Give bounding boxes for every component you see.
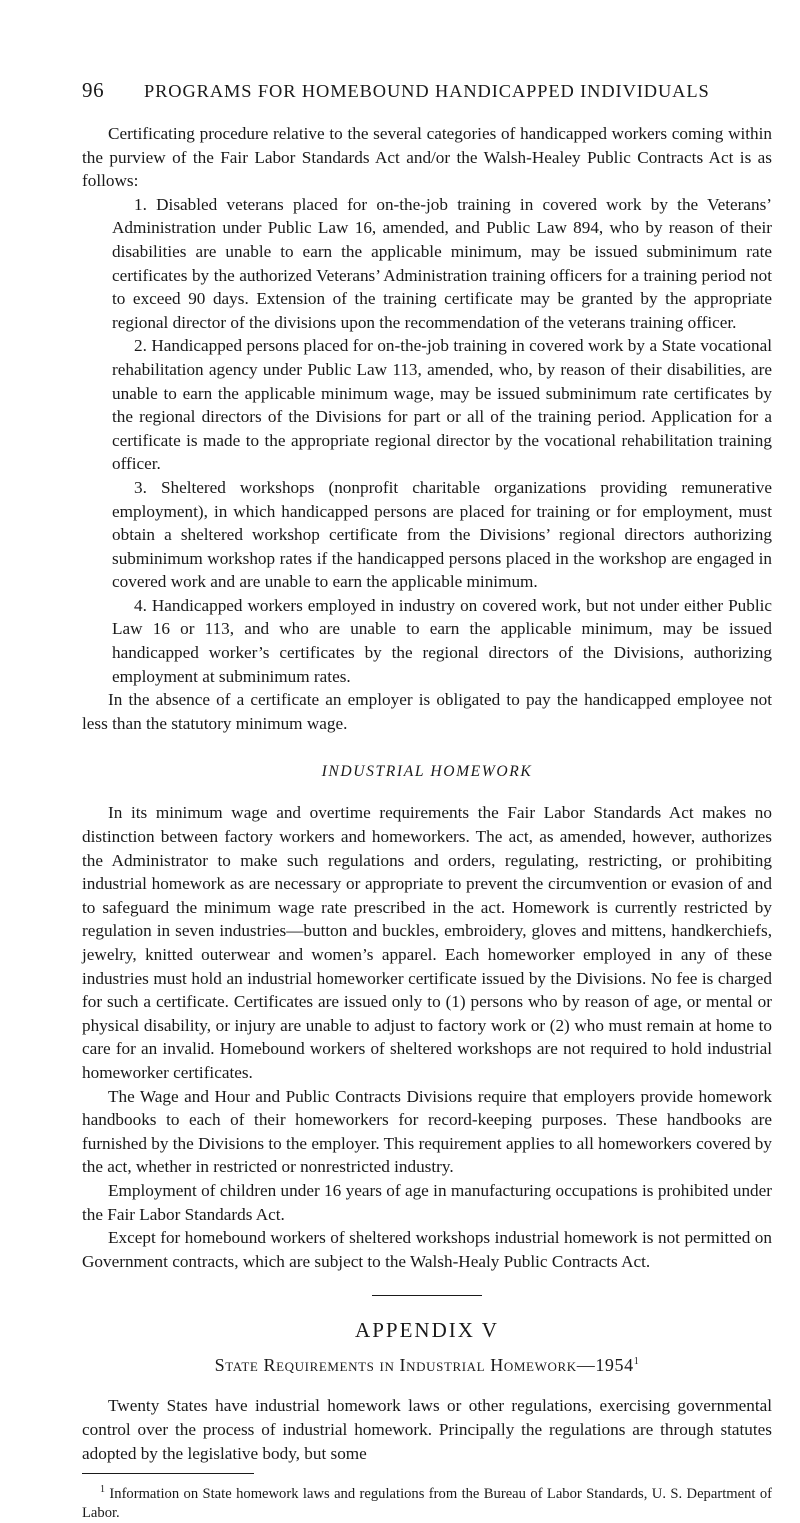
appendix-subtitle — [82, 1355, 772, 1376]
list-item: 1. Disabled veterans placed for on-the-job training in covered work by the Veterans’ Administration under Public Law 16, amended, and Public Law 894, who by reason of their disabilities are unable to earn the applicable minimum, may be issued subminimum rate certificates by the authorized Veterans’ Administration training officers for a training period not to exceed 90 days. Extension of the training certificate may be granted by the appropriate regional director of the divisions upon the recommendation of the veterans training officer. — [112, 194, 772, 332]
page-number: 96 — [82, 78, 105, 102]
list-item: 4. Handicapped workers employed in industry on covered work, but not under either Public Law 16 or 113, and who are unable to earn the applicable minimum, may be issued handicapped worker’s certificates by the regional directors of the Divisions, authorizing employment at subminimum rates. — [112, 595, 772, 686]
appendix-title: APPENDIX V — [355, 1318, 499, 1343]
homework-paragraph: Employment of children under 16 years of age in manufacturing occupations is prohibited under the Fair Labor Standards Act. — [82, 1180, 772, 1224]
certificate-categories-list — [82, 193, 772, 688]
homework-paragraph: The Wage and Hour and Public Contracts Divisions require that employers provide homework handbooks to each of their homeworkers for record-keeping purposes. These handbooks are furnished by the Divisions to the employer. This requirement applies to all homeworkers covered by the act, whether in restricted or nonrestricted industry. — [82, 1086, 772, 1177]
section-divider — [372, 1295, 482, 1296]
section-heading-industrial-homework: INDUSTRIAL HOMEWORK — [321, 763, 533, 781]
footnote-divider — [82, 1473, 254, 1474]
footnote — [82, 1480, 772, 1523]
intro-paragraph: Certificating procedure relative to the several categories of handicapped workers coming within the purview of the Fair Labor Standards Act and/or the Walsh-Healey Public Contracts Act is as follows: — [82, 124, 772, 191]
appendix-paragraph: Twenty States have industrial homework laws or other regulations, exercising governmental control over the process of industrial homework. Principally the regulations are through statutes adopted by the legislative body, but some — [82, 1396, 772, 1463]
document-page — [82, 78, 772, 1523]
closing-paragraph: In the absence of a certificate an employer is obligated to pay the handicapped employee not less than the statutory minimum wage. — [82, 690, 772, 733]
footnote-mark: 1 — [100, 1484, 105, 1496]
list-item: 2. Handicapped persons placed for on-the-job training in covered work by a State vocational rehabilitation agency under Public Law 113, amended, who, by reason of their disabilities, are unable to earn the applicable minimum wage, may be issued subminimum rate certificates by the regional directors of the Divisions for part or all of the training period. Application for a certificate is made to the appropriate regional director by the vocational rehabilitation training officer. — [112, 336, 772, 474]
footnote-reference: 1 — [633, 1356, 640, 1368]
homework-paragraph: Except for homebound workers of sheltered workshops industrial homework is not permitted on Government contracts, which are subject to the Walsh-Healy Public Contracts Act. — [82, 1228, 772, 1271]
appendix-subtitle-text: State Requirements in Industrial Homework—1954 — [214, 1355, 634, 1376]
running-header — [82, 78, 772, 122]
running-title: PROGRAMS FOR HOMEBOUND HANDICAPPED INDIVIDUALS — [144, 81, 710, 101]
footnote-text: Information on State homework laws and regulations from the Bureau of Labor Standards, U. S. Department of Labor. — [82, 1485, 772, 1521]
homework-paragraph: In its minimum wage and overtime requirements the Fair Labor Standards Act makes no distinction between factory workers and homeworkers. The act, as amended, however, authorizes the Administrator to make such regulations and orders, regulating, restricting, or prohibiting industrial homework as are necessary or appropriate to prevent the circumvention or evasion of and to safeguard the minimum wage rate prescribed in the act. Homework is currently restricted by regulation in seven industries—button and buckles, embroidery, gloves and mittens, handkerchiefs, jewelry, knitted outerwear and women’s apparel. Each homeworker employed in any of these industries must hold an industrial homeworker certificate issued by the Divisions. No fee is charged for such a certificate. Certificates are issued only to (1) persons who by reason of age, or mental or physical disability, or injury are unable to adjust to factory work or (2) who must remain at home to care for an invalid. Homebound workers of sheltered workshops are not required to hold industrial homeworker certificates. — [82, 803, 772, 1082]
list-item: 3. Sheltered workshops (nonprofit charitable organizations providing remunerative employment), in which handicapped persons are placed for training or for employment, must obtain a sheltered workshop certificate from the Divisions’ regional directors authorizing subminimum workshop rates if the handicapped persons placed in the workshop are engaged in covered work and are unable to earn the applicable minimum. — [112, 477, 772, 592]
